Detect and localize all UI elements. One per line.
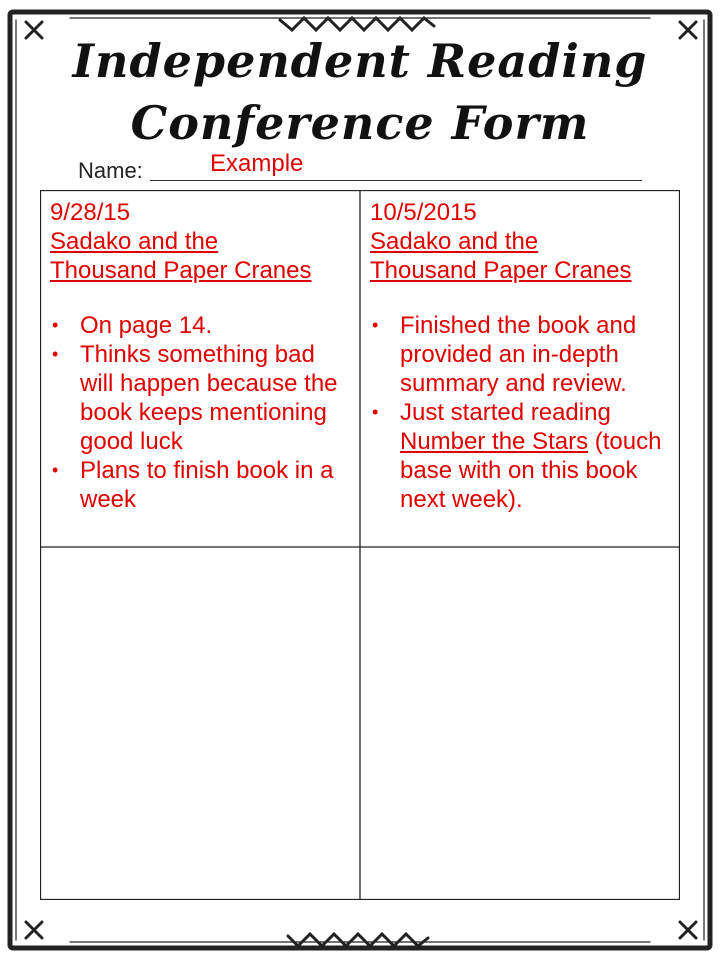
- note-item: • Finished the book and provided an in-depth summary and review.: [390, 311, 670, 398]
- notes-list: [50, 311, 350, 514]
- book-title-line-1: Sadako and the: [370, 228, 539, 255]
- conference-cell-1: [40, 190, 360, 547]
- note-item: [390, 398, 670, 514]
- book-title-line-2: Thousand Paper Cranes: [370, 257, 632, 284]
- conference-cell-2: [360, 190, 680, 547]
- conference-cell-4: [360, 547, 680, 900]
- conference-date: 10/5/2015: [370, 199, 477, 226]
- next-book-title: Number the Stars: [400, 428, 589, 455]
- name-field: [78, 150, 642, 184]
- conference-cell-3: [40, 547, 360, 900]
- notes-list: [370, 311, 670, 514]
- note-text: Just started reading: [400, 399, 611, 426]
- note-item: • On page 14.: [70, 311, 350, 340]
- conference-date: 9/28/15: [50, 199, 131, 226]
- next-book-note: (touch base with on this book next week).: [400, 428, 662, 513]
- title-line-1: Independent Reading: [72, 34, 648, 88]
- conference-grid: [40, 190, 680, 900]
- name-underline: [150, 180, 642, 181]
- book-title-line-2: Thousand Paper Cranes: [50, 257, 312, 284]
- zigzag-top-icon: [280, 18, 434, 30]
- zigzag-bottom-icon: [288, 934, 428, 946]
- note-item: • Plans to finish book in a week: [70, 456, 350, 514]
- title-line-2: Conference Form: [130, 96, 590, 150]
- name-label: Name:: [78, 158, 143, 183]
- note-item: • Thinks something bad will happen because the book keeps mentioning good luck: [70, 340, 350, 456]
- book-title-line-1: Sadako and the: [50, 228, 219, 255]
- name-value: Example: [210, 150, 304, 177]
